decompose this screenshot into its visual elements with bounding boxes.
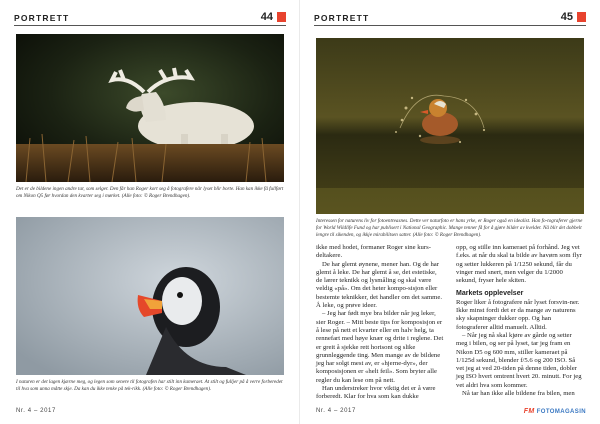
moose-caption: Det er de bildene ingen andre tar, som selger. Den får han Roger kort seg å fotografere når lyset blir borte. Han kan ikke få fullført om Nikon Q5 før hvordan den kvarter seg i mørket. (Alle foto: © Roger Brendhagen). [16,186,284,199]
section-title: PORTRETT [314,13,370,23]
logo-text: FOTOMAGASIN [536,409,586,415]
subheading: Markets opplevelser [456,290,524,298]
magazine-logo [524,408,586,415]
section-title: PORTRETT [14,13,70,23]
paragraph: De har glemt øynene, mener han. Og de har glemt å leke. De har glemt å se, det estetiske, de lærer teknikk og lysmåling og skal være veldig «på». Om det heter kompo-sisjon eller bestemte teknikker, det handler om det samme. Å leke, og prøve ideer. [316,260,443,310]
text-column-1 [316,244,444,402]
paragraph: Nå tar han ikke alle bildene fra bilen, men [462,390,575,398]
right-page [300,0,600,424]
logo-mark: FM [523,408,535,415]
page-number: 45 [560,11,573,23]
puffin-photo [16,217,284,375]
paragraph: Han understreker hvor viktig det er å være forberedt. Klar for hva som kan dukke [316,385,436,401]
page-accent-square [577,12,586,22]
duck-photo [316,38,584,214]
left-page-header [14,12,286,26]
right-page-header [314,12,586,26]
moose-photo [16,34,284,182]
right-footer: Nr. 4 – 2017 [316,408,356,414]
paragraph: opp, og stille inn kameraet på forhånd. Jeg vet f.eks. at når du skal ta bilde av havørn som flyr og setter lukkeren på 1/1250 sekund, får du vinger med snert, men velger du 1/2000 sekund, fryser hele skiten. [456,244,582,285]
paragraph: – Når jeg nå skal kjøre av gårde og setter meg i bilen, og ser på lyset, tar jeg fram en Nikon D5 og 600 mm, stiller kameraet på 1/125d sekund, blender f/5.6 og 200 ISO. Så vet jeg at ved 20-tiden på denne tiden, dobler jeg ISO hvert omtrent hvert 20. minutt. For jeg vet aldri hva som kommer. [456,331,582,389]
paragraph: Roger liker å fotografere når lyset forsvin-ner. Ikke minst fordi det er da mange av naturens sky skapninger dukker opp. Og han fotograferer alltid manuelt. Alltid. [456,298,580,331]
page-number: 44 [260,11,273,23]
paragraph: – Jeg har født mye bra bilder når jeg leker, sier Roger. – Mitt beste tips for komposisjon er å lese på nett et kvarter eller en halv helg, ta rennefart med høye knær og drite i reglene. Det er greit å sjekke rett horisont og slike grunnleggende ting. Men mange av de bildene jeg har solgt mest av, er «hjerne-dyr», der komposisjonen er «helt feil». Som bryter alle regler du kan lese om på nett. [316,310,444,384]
duck-caption: Interessen for naturens liv for fotoentreasnes. Dette ver naturfoto er hans yrke, er Roger også en idealist. Han fo-tograferer gjerne for World Wildlife Fund og har publisert i National Geographic. Mange tenner få for å gjøre bilder av kvelder. Nå blir det dobbelt lengre til sikenden, og ikkje mirabilitsen satter. (Alle foto: © Roger Brendhagen). [316,218,583,238]
puffin-caption: I naturen er det lagen kjærne meg, og legen som senere til fotografen har stilt inn kameraet. At stilt og fulljer på å verre forberedet til hva som unna måtte skje. Da kan du ikke tenke på tek-rikk. (Alle foto: © Roger Brendhagen). [16,379,283,392]
text-column-2 [456,244,584,398]
left-footer: Nr. 4 – 2017 [16,408,56,414]
page-accent-square [277,12,286,22]
paragraph: ikke med hodet, formaner Roger sine kurs-deltakere. [316,244,431,260]
